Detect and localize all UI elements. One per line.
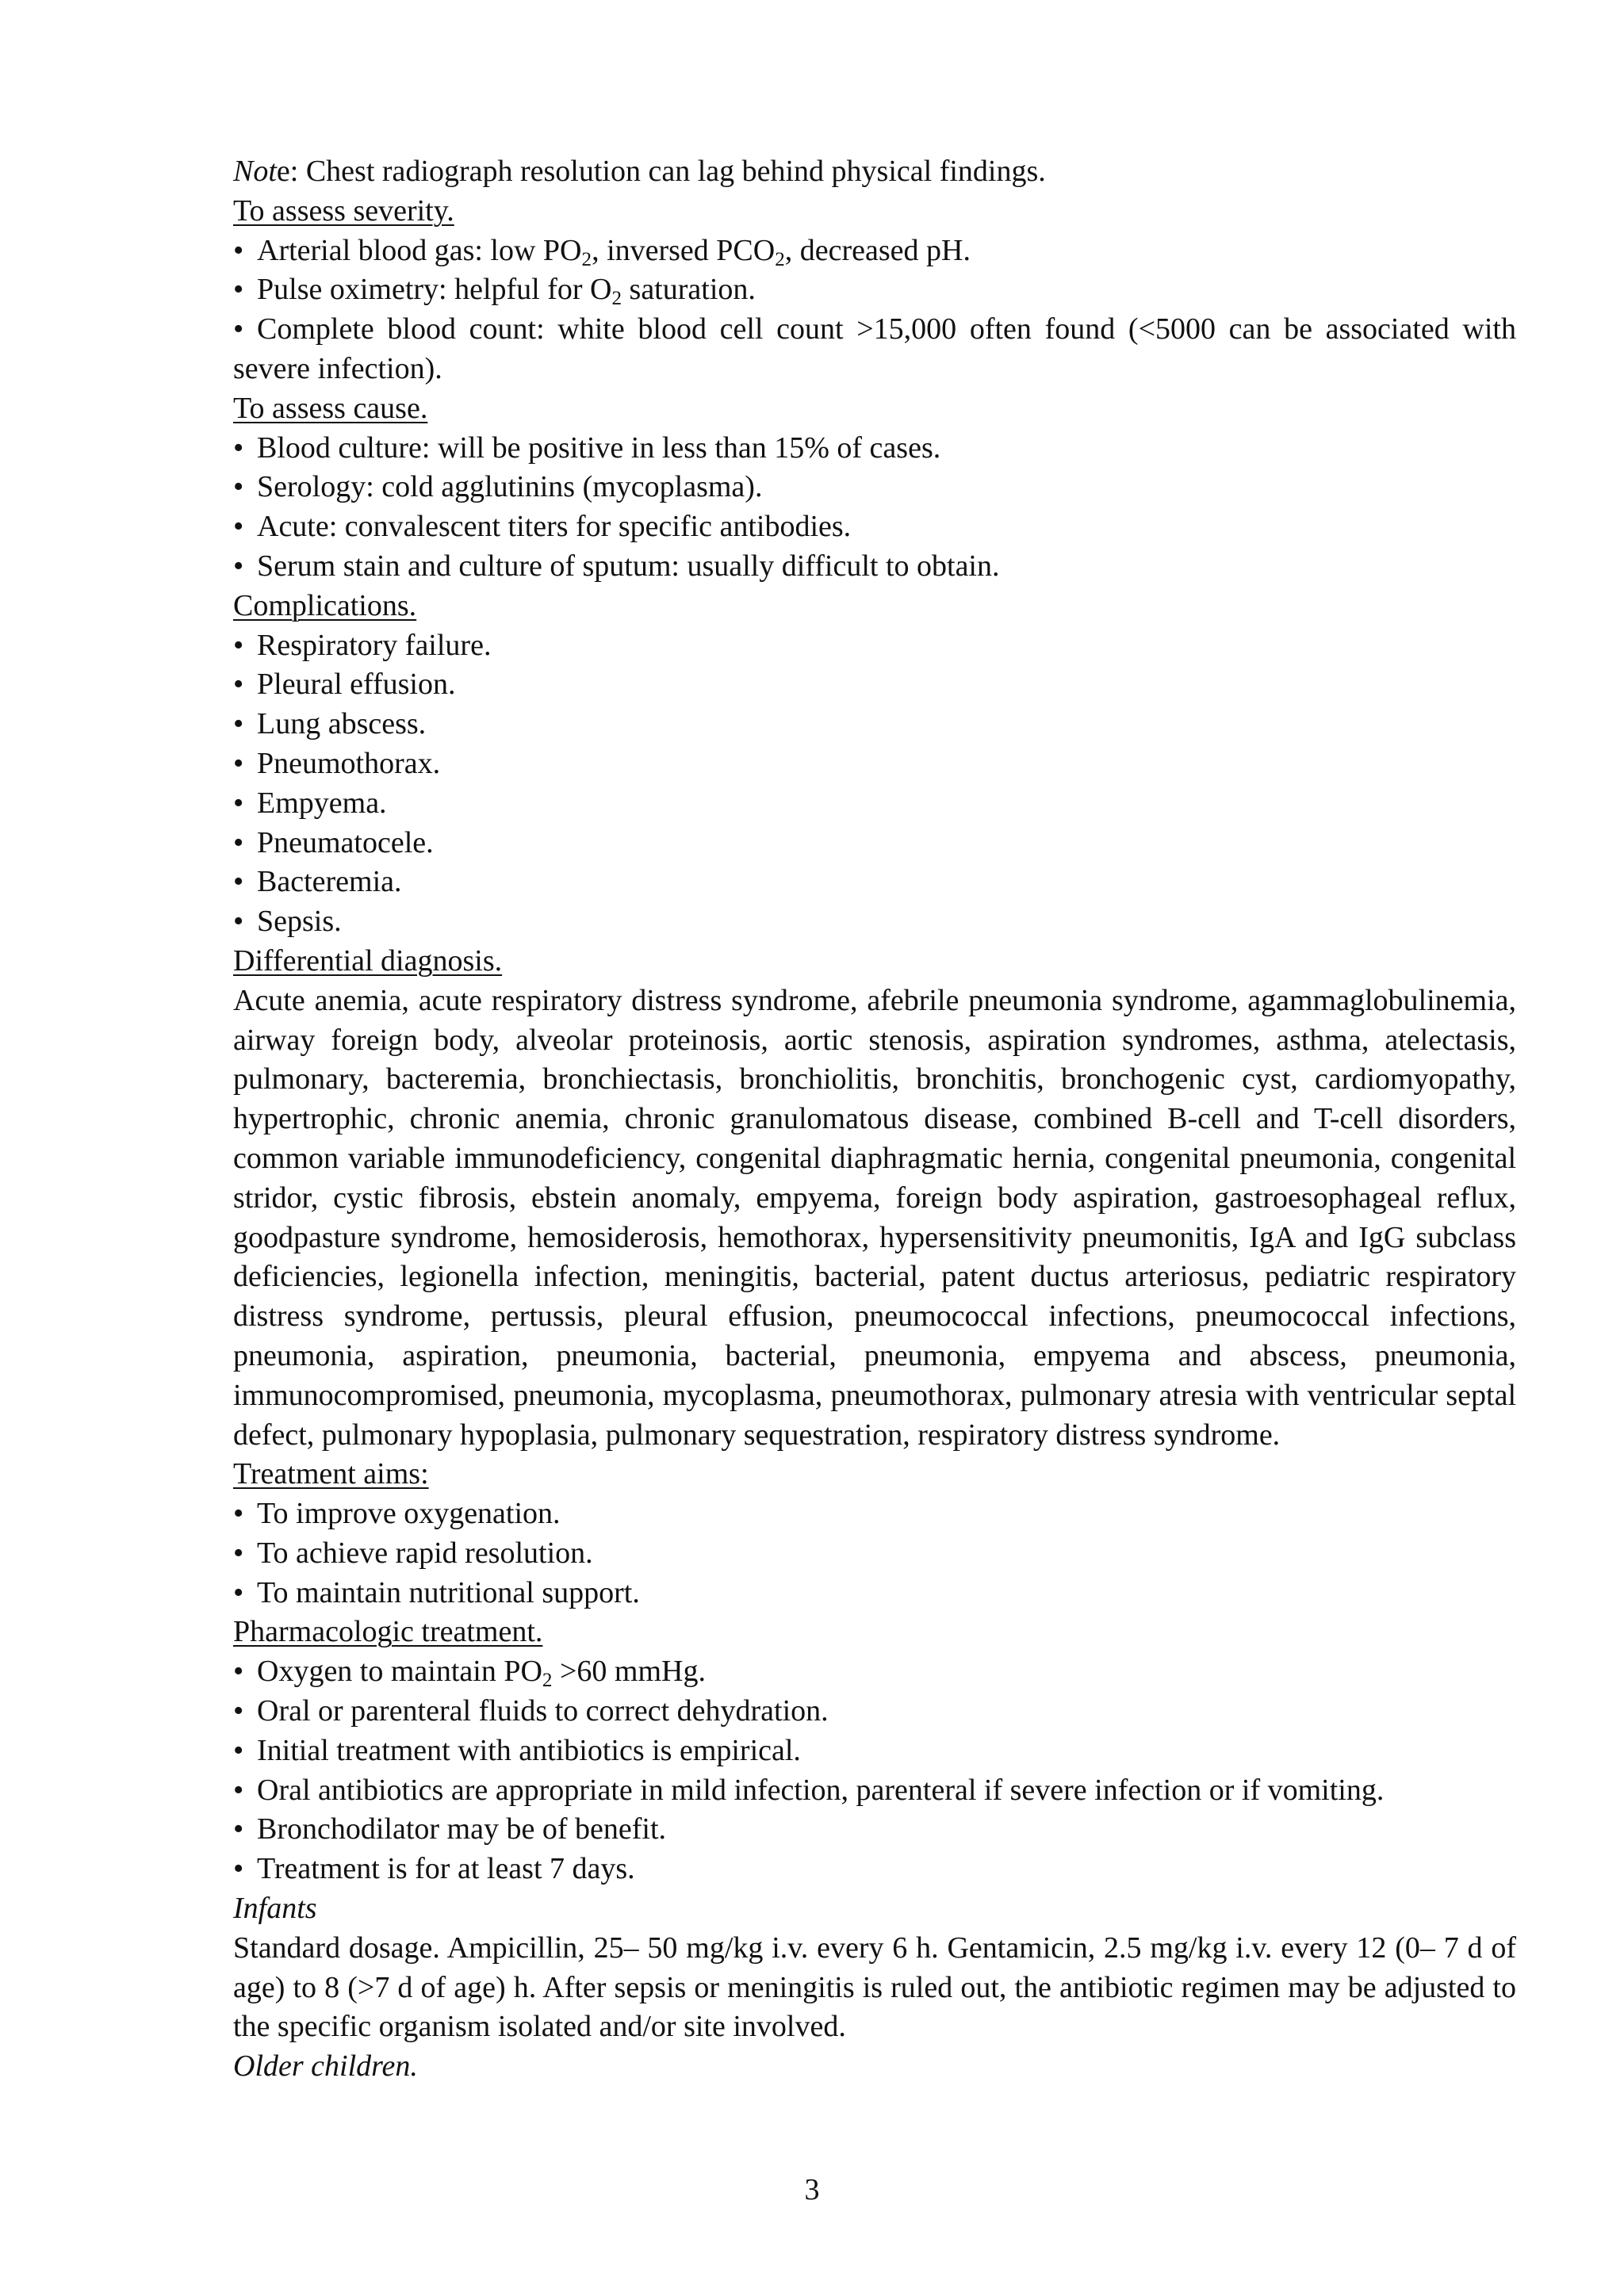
infants-heading: Infants	[233, 1892, 317, 1926]
bullet-item-oxygen: • Oxygen to maintain $PO_2 >60$ mmHg.	[233, 1652, 1516, 1692]
note-label: Not	[233, 155, 277, 188]
bullet-icon: •	[233, 786, 244, 820]
bullet-item: • Oral antibiotics are appropriate in mild infection, parenteral if severe infection or if vomiting.	[233, 1771, 1516, 1811]
bullet-item: • Oral or parenteral fluids to correct dehydration.	[233, 1692, 1516, 1732]
infants-paragraph: Standard dosage. Ampicillin, 25– 50 mg/kg i.v. every 6 h. Gentamicin, 2.5 mg/kg i.v. every 12 (0– 7 d of age) to 8 (>7 d of age) h. After sepsis or meningitis is ruled out, the antibiotic regimen may be adjusted to the specific organism isolated and/or site involved.	[233, 1931, 1516, 2044]
bullet-icon: •	[233, 707, 244, 741]
note-label-tail: e	[276, 155, 290, 188]
aims-heading: Treatment aims:	[233, 1457, 429, 1491]
document-body	[233, 152, 1516, 2087]
differential-paragraph: Acute anemia, acute respiratory distress syndrome, afebrile pneumonia syndrome, agammaglobulinemia, airway foreign body, alveolar proteinosis, aortic stenosis, aspiration syndromes, asthma, atelectasis, pulmonary, bacteremia, bronchiectasis, bronchiolitis, bronchitis, bronchogenic cyst, cardiomyopathy, hypertrophic, chronic anemia, chronic granulomatous disease, combined B-cell and T-cell disorders, common variable immunodeficiency, congenital diaphragmatic hernia, congenital pneumonia, congenital stridor, cystic fibrosis, ebstein anomaly, empyema, foreign body aspiration, gastroesophageal reflux, goodpasture syndrome, hemosiderosis, hemothorax, hypersensitivity pneumonitis, IgA and IgG subclass deficiencies, legionella infection, meningitis, bacterial, patent ductus arteriosus, pediatric respiratory distress syndrome, pertussis, pleural effusion, pneumococcal infections, pneumococcal infections, pneumonia, aspiration, pneumonia, bacterial, pneumonia, empyema and abscess, pneumonia, immunocompromised, pneumonia, mycoplasma, pneumothorax, pulmonary atresia with ventricular septal defect, pulmonary hypoplasia, pulmonary sequestration, respiratory distress syndrome.	[233, 983, 1516, 1452]
bullet-icon: •	[233, 825, 244, 859]
bullet-item-oximetry: • Pulse oximetry: helpful for $O_2$ saturation.	[233, 270, 1516, 310]
bullet-icon: •	[233, 1733, 244, 1767]
bullet-icon: •	[233, 668, 244, 702]
bullet-item: • Treatment is for at least 7 days.	[233, 1850, 1516, 1889]
bullet-item: • To achieve rapid resolution.	[233, 1534, 1516, 1574]
bullet-icon: •	[233, 1497, 244, 1531]
bullet-icon: •	[233, 430, 244, 465]
older-children-heading: Older children.	[233, 2049, 418, 2084]
bullet-item: • Bacteremia.	[233, 863, 1516, 902]
complications-heading: Complications.	[233, 588, 417, 622]
bullet-icon: •	[233, 628, 244, 662]
bullet-icon: •	[233, 746, 244, 780]
bullet-item: • Bronchodilator may be of benefit.	[233, 1810, 1516, 1850]
bullet-item: • Initial treatment with antibiotics is empirical.	[233, 1732, 1516, 1771]
bullet-item: • To improve oxygenation.	[233, 1494, 1516, 1534]
severity-heading: To assess severity.	[233, 193, 454, 228]
bullet-icon: •	[233, 1812, 244, 1846]
bullet-item: • Pleural effusion.	[233, 665, 1516, 705]
cause-heading: To assess cause.	[233, 391, 428, 425]
bullet-item-abg: • Arterial blood gas: low $PO_2$, inversed $PCO_2$, decreased pH.	[233, 232, 1516, 271]
bullet-item: • Lung abscess.	[233, 705, 1516, 744]
bullet-icon: •	[233, 1694, 244, 1728]
bullet-item: • Empyema.	[233, 784, 1516, 824]
bullet-icon: •	[233, 865, 244, 899]
pharm-heading: Pharmacologic treatment.	[233, 1615, 543, 1649]
bullet-item: • Respiratory failure.	[233, 626, 1516, 666]
bullet-icon: •	[233, 905, 244, 939]
bullet-item: • Serum stain and culture of sputum: usually difficult to obtain.	[233, 547, 1516, 587]
bullet-icon: •	[233, 312, 244, 346]
differential-heading: Differential diagnosis.	[233, 943, 503, 978]
bullet-icon: •	[233, 233, 244, 267]
bullet-icon: •	[233, 510, 244, 544]
note-text: : Chest radiograph resolution can lag behind physical findings.	[289, 155, 1046, 188]
bullet-item-cbc: • Complete blood count: white blood cell count >15,000 often found (<5000 can be associated with severe infection).	[233, 310, 1516, 389]
bullet-icon: •	[233, 273, 244, 307]
bullet-icon: •	[233, 1536, 244, 1570]
bullet-item: • Pneumatocele.	[233, 824, 1516, 863]
bullet-item: • To maintain nutritional support.	[233, 1574, 1516, 1613]
bullet-icon: •	[233, 1655, 244, 1689]
bullet-icon: •	[233, 549, 244, 583]
bullet-item: • Sepsis.	[233, 902, 1516, 942]
bullet-icon: •	[233, 470, 244, 504]
note-line	[233, 152, 1516, 192]
bullet-item: • Acute: convalescent titers for specific antibodies.	[233, 507, 1516, 547]
bullet-icon: •	[233, 1575, 244, 1609]
bullet-item: • Blood culture: will be positive in less than 15% of cases.	[233, 429, 1516, 469]
bullet-icon: •	[233, 1852, 244, 1886]
bullet-item: • Pneumothorax.	[233, 744, 1516, 784]
page-number: 3	[804, 2173, 820, 2206]
bullet-item: • Serology: cold agglutinins (mycoplasma).	[233, 468, 1516, 507]
bullet-icon: •	[233, 1773, 244, 1807]
